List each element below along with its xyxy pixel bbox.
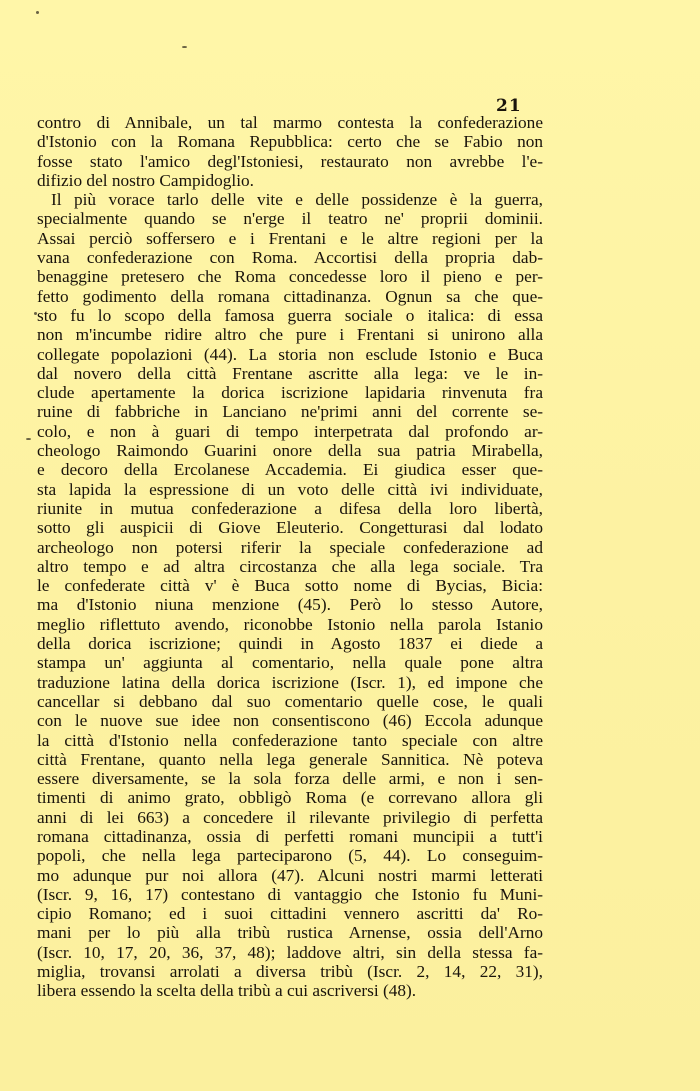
text-line: traduzione latina della dorica iscrizione (Iscr. 1), ed impone che	[37, 672, 543, 692]
ink-speck	[36, 11, 39, 14]
text-line: sotto gli auspicii di Giove Eleuterio. Congetturasi dal lodato	[37, 518, 543, 538]
text-line: sta lapida la espressione di un voto delle città ivi individuate,	[37, 479, 543, 499]
text-line: colo, e non à guari di tempo interpetrata dal profondo ar-	[37, 421, 543, 441]
ink-speck	[26, 438, 31, 440]
text-line: benaggine pretesero che Roma concedesse loro il pieno e per-	[37, 267, 543, 287]
text-line: (Iscr. 10, 17, 20, 36, 37, 48); laddove altri, sin della stessa fa-	[37, 942, 543, 962]
text-line: con le nuove sue idee non consentiscono (46) Eccola adunque	[37, 711, 543, 731]
ink-speck	[182, 46, 187, 48]
text-line: archeologo non potersi riferir la speciale confederazione ad	[37, 537, 543, 557]
text-line: città Frentane, quanto nella lega generale Sannitica. Nè poteva	[37, 749, 543, 769]
body-text	[37, 113, 543, 1001]
text-line: popoli, che nella lega parteciparono (5, 44). Lo conseguim-	[37, 846, 543, 866]
text-line: anni di lei 663) a concedere il rilevante privilegio di perfetta	[37, 807, 543, 827]
text-line: Assai perciò soffersero e i Frentani e le altre regioni per la	[37, 228, 543, 248]
text-line: la città d'Istonio nella confederazione tanto speciale con altre	[37, 730, 543, 750]
text-line: mo adunque pur noi allora (47). Alcuni nostri marmi letterati	[37, 865, 543, 885]
text-line: riunite in mutua confederazione a difesa della loro libertà,	[37, 498, 543, 518]
text-line: fetto godimento della romana cittadinanza. Ognun sa che que-	[37, 286, 543, 306]
page-number: 21	[496, 96, 522, 116]
text-line: mani per lo più alla tribù rustica Arnense, ossia dell'Arno	[37, 923, 543, 943]
text-line: cipio Romano; ed i suoi cittadini vennero ascritti da' Ro-	[37, 904, 543, 924]
text-line: ma d'Istonio niuna menzione (45). Però lo stesso Autore,	[37, 595, 543, 615]
text-line: meglio riflettuto avendo, riconobbe Istonio nella parola Istanio	[37, 614, 543, 634]
text-line: libera essendo la scelta della tribù a cui ascriversi (48).	[37, 981, 417, 1001]
text-line: dal novero della città Frentane ascritte alla lega: ve le in-	[37, 363, 543, 383]
text-line: contro di Annibale, un tal marmo contesta la confederazione	[37, 113, 543, 132]
text-line: fosse stato l'amico degl'Istoniesi, restaurato non avrebbe l'e-	[37, 151, 543, 171]
text-line: ruine di fabbriche in Lanciano ne'primi anni del corrente se-	[37, 402, 543, 422]
text-line: le confederate città v' è Buca sotto nome di Bycias, Bicia:	[37, 576, 543, 596]
text-line: altro tempo e ad altra circostanza che alla lega sociale. Tra	[37, 556, 543, 576]
text-line: vana confederazione con Roma. Accortisi della propria dab-	[37, 248, 543, 268]
text-line: cancellar si debbano dal suo comentario quelle cose, le quali	[37, 691, 543, 711]
text-line: timenti di animo grato, obbligò Roma (e correvano allora gli	[37, 788, 543, 808]
text-line: della dorica iscrizione; quindi in Agosto 1837 ei diede a	[37, 634, 543, 654]
text-line: stampa un' aggiunta al comentario, nella quale pone altra	[37, 653, 543, 673]
text-line: clude apertamente la dorica iscrizione lapidaria rinvenuta fra	[37, 383, 543, 403]
text-line: miglia, trovansi arrolati a diversa tribù (Iscr. 2, 14, 22, 31),	[37, 962, 543, 982]
text-line: e decoro della Ercolanese Accademia. Ei giudica esser que-	[37, 460, 543, 480]
text-line: difizio del nostro Campidoglio.	[37, 170, 254, 190]
text-line: sto fu lo scopo della famosa guerra sociale o italica: di essa	[37, 305, 543, 325]
text-line: essere diversamente, se la sola forza delle armi, e non i sen-	[37, 769, 543, 789]
text-line: cheologo Raimondo Guarini onore della sua patria Mirabella,	[37, 441, 543, 461]
text-line: collegate popolazioni (44). La storia non esclude Istonio e Buca	[37, 344, 543, 364]
text-line: romana cittadinanza, ossia di perfetti romani muncipii a tutt'i	[37, 826, 543, 846]
text-line: (Iscr. 9, 16, 17) contestano di vantaggio che Istonio fu Muni-	[37, 884, 543, 904]
text-line: specialmente quando se n'erge il teatro ne' proprii dominii.	[37, 209, 543, 229]
text-line: d'Istonio con la Romana Repubblica: certo che se Fabio non	[37, 132, 543, 152]
text-line: non m'incumbe ridire altro che pure i Frentani si unirono alla	[37, 325, 543, 345]
text-line: Il più vorace tarlo delle vite e delle possidenze è la guerra,	[51, 190, 543, 210]
